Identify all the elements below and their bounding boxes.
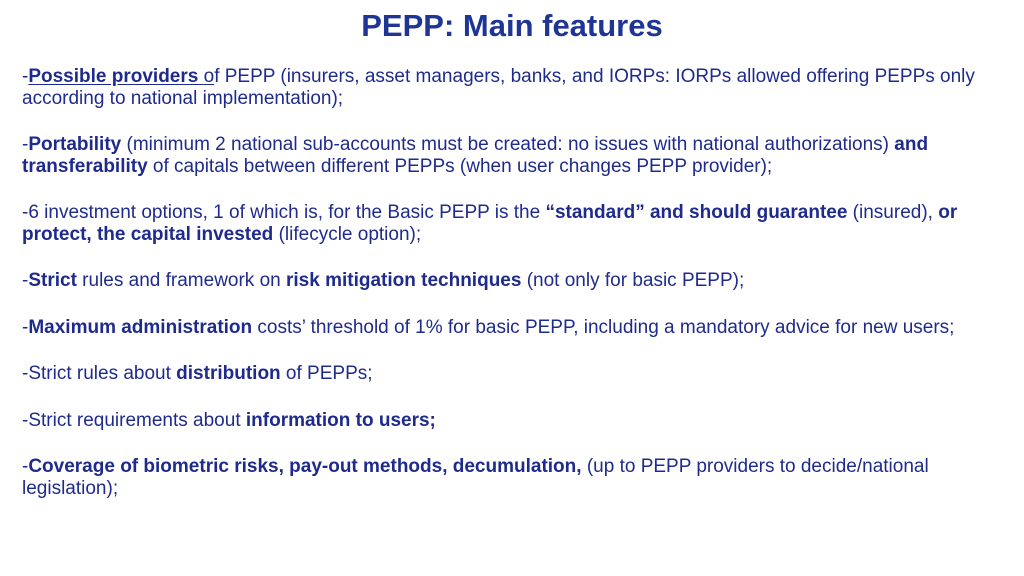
slide-title: PEPP: Main features	[361, 8, 663, 43]
bullet-bold: Coverage of biometric risks, pay-out methods, decumulation,	[28, 456, 582, 477]
bullet-bold: and transferability	[22, 134, 929, 177]
bullet-prefix: -	[22, 456, 29, 477]
bullet-bold: risk mitigation techniques	[286, 270, 522, 291]
bullet-bold: Strict	[28, 270, 77, 291]
bullet-text: rules and framework on	[76, 270, 286, 291]
bullet-text: -6 investment options, 1 of which is, for the Basic PEPP is the	[22, 202, 546, 223]
bullet-risk-mitigation	[22, 270, 1012, 292]
bullet-bold: or protect, the capital invested	[22, 202, 958, 245]
bullet-text: -Strict requirements about	[22, 409, 246, 431]
bullet-bold: information to users;	[245, 409, 436, 431]
bullet-bold: distribution	[176, 363, 281, 384]
bullet-distribution	[22, 363, 1012, 385]
bullet-prefix: -	[22, 134, 29, 155]
bullet-investment-options	[22, 202, 1012, 245]
bullet-prefix: -	[22, 270, 29, 291]
bullet-information	[22, 410, 1012, 432]
bullet-text: (up to PEPP providers to decide/national legislation);	[22, 456, 929, 499]
bullet-text: (lifecycle option);	[273, 223, 422, 245]
bullet-bold-underlined: Possible providers	[28, 66, 204, 87]
bullet-text: of capitals between different PEPPs (when user changes PEPP provider);	[147, 155, 773, 177]
bullet-bold: “standard” and should guarantee	[545, 202, 848, 223]
bullet-text: f PEPP (insurers, asset managers, banks, and IORPs: IORPs allowed offering PEPPs only according to national implementation);	[22, 66, 975, 109]
bullet-text: -Strict rules about	[22, 363, 177, 384]
bullet-text: (not only for basic PEPP);	[521, 270, 745, 291]
bullet-text: of PEPPs;	[280, 363, 373, 384]
bullet-bold: Portability	[28, 134, 122, 155]
bullet-max-administration	[22, 317, 1012, 339]
bullet-bold: Maximum administration	[28, 316, 253, 338]
bullet-possible-providers	[22, 66, 1012, 109]
bullet-prefix: -	[22, 316, 29, 338]
bullet-biometric	[22, 456, 1012, 499]
bullet-text: (insured),	[847, 202, 939, 223]
bullet-text: costs’ threshold of 1% for basic PEPP, including a mandatory advice for new users;	[252, 316, 955, 338]
bullet-portability	[22, 134, 1012, 177]
bullet-underlined: o	[203, 66, 215, 87]
bullet-list	[22, 66, 1012, 524]
bullet-text: (minimum 2 national sub-accounts must be created: no issues with national authorizations)	[121, 134, 895, 155]
bullet-prefix: -	[22, 66, 29, 87]
